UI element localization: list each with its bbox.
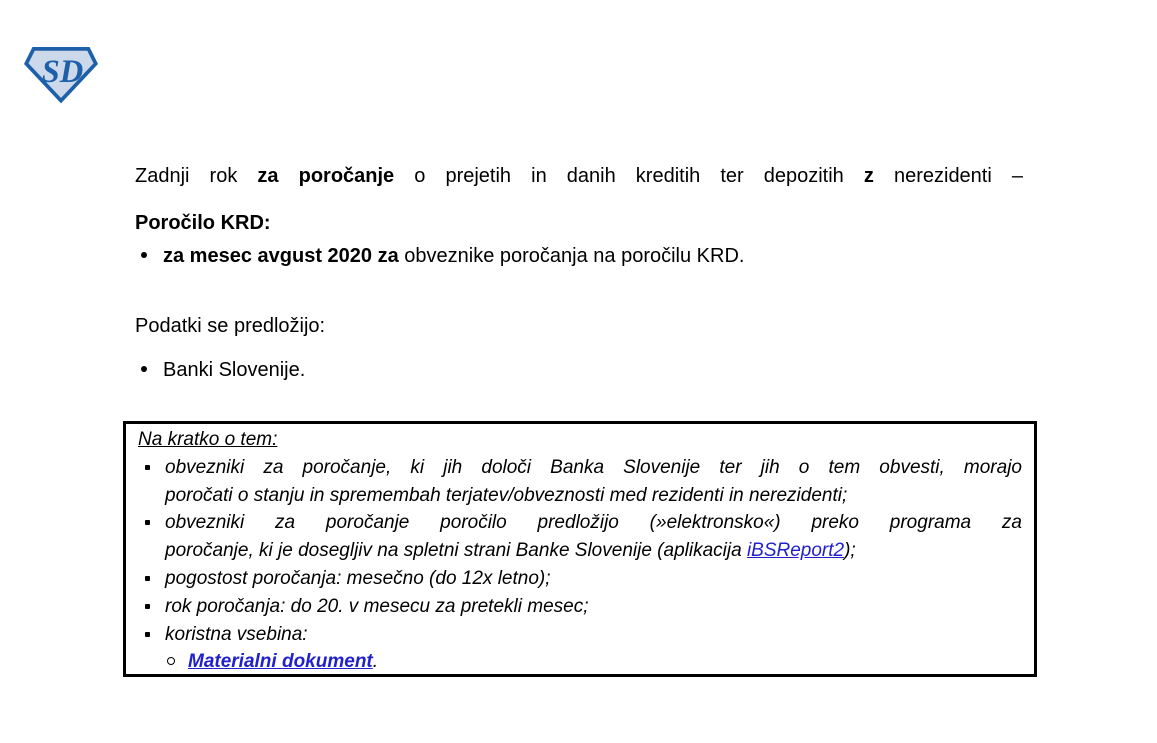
info-bullet-3-text: pogostost poročanja: mesečno (do 12x letno); xyxy=(165,567,551,589)
podatki-heading: Podatki se predložijo: xyxy=(135,315,326,337)
deadline-bullet xyxy=(135,242,1023,270)
sub-bullet-marker xyxy=(167,657,175,665)
intro-text: o prejetih in danih kreditih ter depozitih xyxy=(394,165,864,187)
ibsreport2-link[interactable]: iBSReport2 xyxy=(746,540,845,562)
intro-text-bold: z xyxy=(863,165,874,187)
bullet-marker xyxy=(145,632,150,637)
banki-bullet xyxy=(135,356,635,384)
bullet-marker xyxy=(141,366,147,372)
logo-sd-icon xyxy=(24,42,98,106)
bullet-marker xyxy=(145,465,150,470)
deadline-bullet-text xyxy=(163,242,744,270)
intro-text-bold: za poročanje xyxy=(257,165,395,187)
logo-letters: SD xyxy=(41,54,84,91)
materialni-dokument-link[interactable]: Materialni dokument xyxy=(188,651,373,673)
intro-paragraph-line-1 xyxy=(135,162,1023,190)
bullet-marker xyxy=(145,604,150,609)
info-bullet-2 xyxy=(138,509,1022,565)
info-bullet-3 xyxy=(138,565,1022,593)
info-sub-bullet xyxy=(167,648,1022,676)
bullet-marker xyxy=(145,520,150,525)
bullet-marker xyxy=(145,576,150,581)
info-bullet-2-line-1: obvezniki za poročanje poročilo predložijo (»elektronsko«) preko programa za xyxy=(165,512,1022,534)
intro-text: Zadnji rok xyxy=(135,165,258,187)
info-bullet-4-text: rok poročanja: do 20. v mesecu za pretekli mesec; xyxy=(165,595,589,617)
info-bullet-5 xyxy=(138,621,1022,649)
info-bullet-1-line-2: poročati o stanju in spremembah terjatev/obveznosti med rezidenti in nerezidenti; xyxy=(165,484,848,506)
info-box-header: Na kratko o tem: xyxy=(138,429,278,450)
info-bullet-1 xyxy=(138,454,1022,510)
info-bullet-4 xyxy=(138,593,1022,621)
deadline-rest: obveznike poročanja na poročilu KRD. xyxy=(398,245,745,267)
deadline-bold-part: za mesec avgust 2020 za xyxy=(163,245,399,267)
intro-paragraph-line-2: Poročilo KRD: xyxy=(135,212,271,234)
info-bullet-1-line-1: obvezniki za poročanje, ki jih določi Banka Slovenije ter jih o tem obvesti, morajo xyxy=(165,456,1022,478)
intro-text: nerezidenti – xyxy=(873,165,1024,187)
sub-bullet-period: . xyxy=(372,651,379,673)
info-bullet-2-line-2 xyxy=(165,537,1022,565)
info-bullet-5-text: koristna vsebina: xyxy=(165,623,308,645)
info-sub-bullet-text xyxy=(188,648,378,676)
info-box xyxy=(123,421,1037,677)
bullet-marker xyxy=(141,252,147,258)
info-bullet-2-text: poročanje, ki je dosegljiv na spletni strani Banke Slovenije (aplikacija xyxy=(165,540,747,562)
banki-bullet-text: Banki Slovenije. xyxy=(163,359,306,381)
info-bullet-2-text-end: ); xyxy=(844,540,856,562)
